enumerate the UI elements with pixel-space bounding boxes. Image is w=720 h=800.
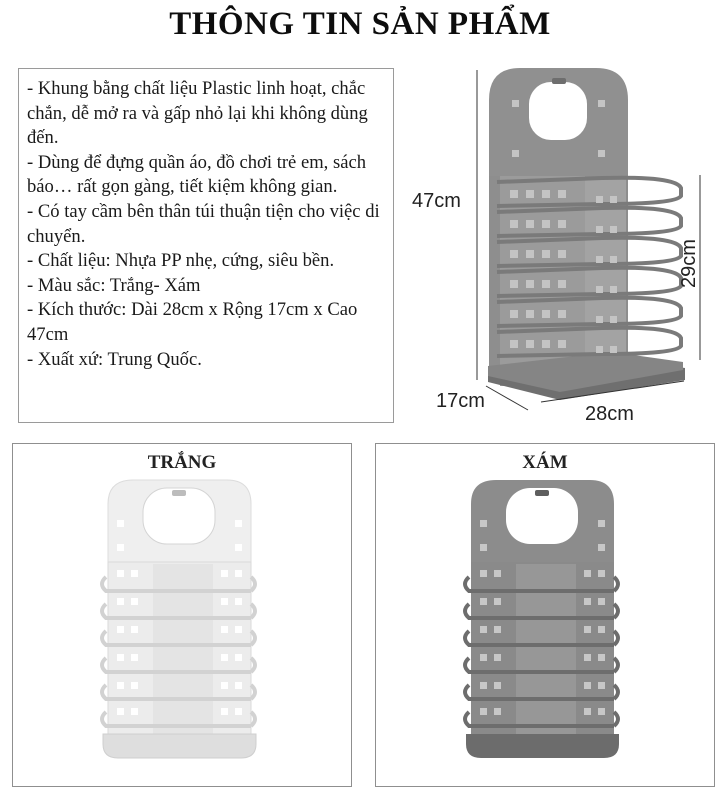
description-item-color: - Màu sắc: Trắng- Xám (27, 274, 201, 296)
inner-height-label: 29cm (677, 239, 700, 288)
description-item-size: - Kích thước: Dài 28cm x Rộng 17cm x Cao 47cm (27, 299, 358, 345)
variant-panel-white (12, 443, 352, 787)
page-title: THÔNG TIN SẢN PHẨM (169, 6, 551, 42)
main-basket-image (488, 68, 685, 400)
length-label: 28cm (585, 403, 634, 425)
gray-basket-image (376, 444, 716, 788)
height-label: 47cm (412, 190, 461, 212)
variant-label-gray: XÁM (522, 452, 568, 473)
variant-label-white: TRẮNG (147, 452, 217, 473)
white-basket-image (13, 444, 353, 788)
description-item-origin: - Xuất xứ: Trung Quốc. (27, 348, 202, 370)
description-item-material: - Chất liệu: Nhựa PP nhẹ, cứng, siêu bền. (27, 250, 335, 272)
description-item-frame: - Khung bằng chất liệu Plastic linh hoạt, chắc chắn, dễ mở ra và gấp nhỏ lại khi không dùng đến. (27, 78, 368, 149)
width-label: 17cm (436, 390, 485, 412)
description-item-usage: - Dùng để đựng quần áo, đồ chơi trẻ em, sách báo… rất gọn gàng, tiết kiệm không gian. (27, 151, 367, 198)
variant-panel-gray (375, 443, 715, 787)
description-item-handle: - Có tay cầm bên thân túi thuận tiện cho việc di chuyển. (27, 200, 380, 247)
